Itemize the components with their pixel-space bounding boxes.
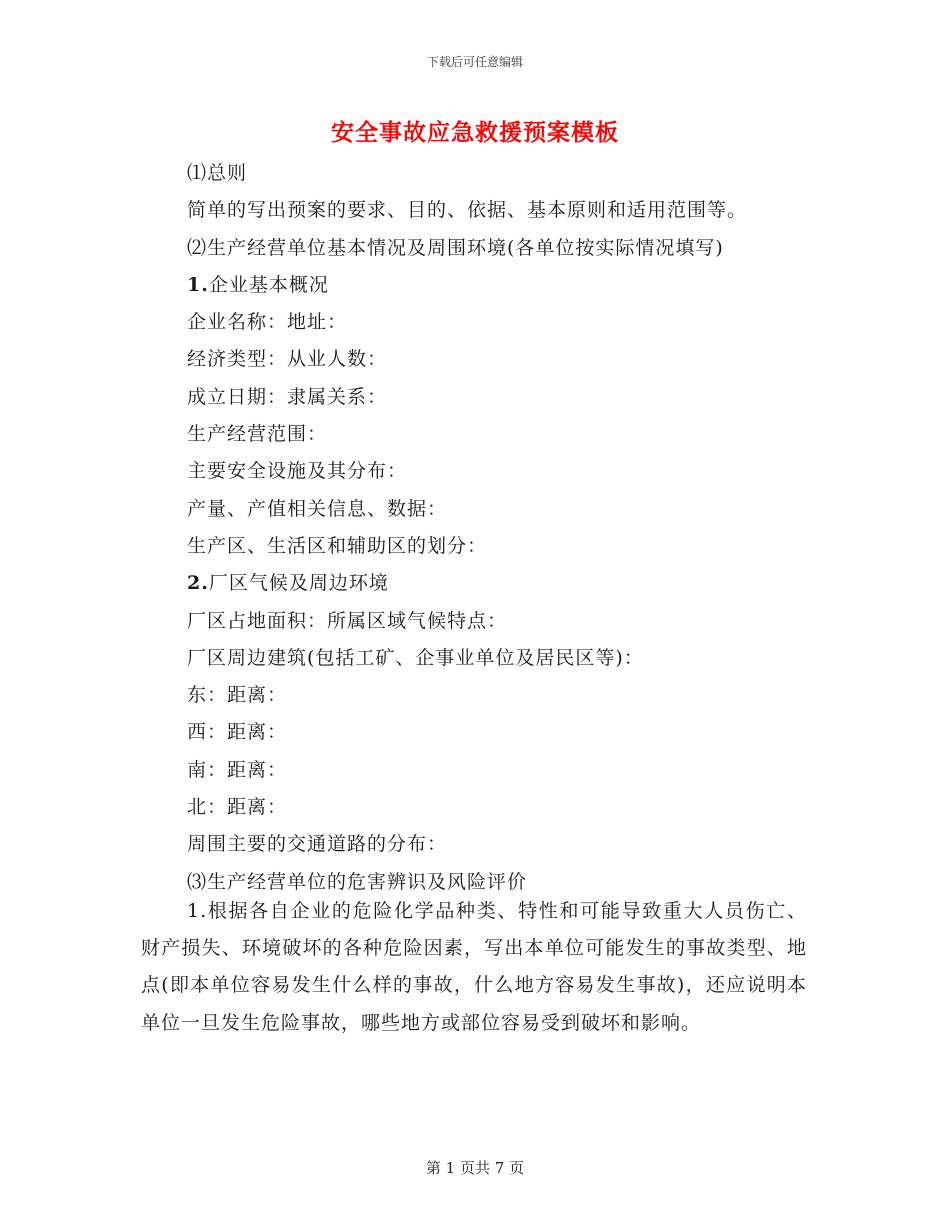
document-body <box>187 155 807 901</box>
subsection-number: 2. <box>187 572 209 595</box>
section-heading-hazard-identification: ⑶生产经营单位的危害辨识及风险评价 <box>187 870 528 893</box>
body-line: 简单的写出预案的要求、目的、依据、基本原则和适用范围等。 <box>187 199 748 222</box>
form-field-west-distance: 西：距离： <box>187 721 288 744</box>
form-field-surrounding-buildings: 厂区周边建筑(包括工矿、企事业单位及居民区等)： <box>187 646 644 669</box>
form-field-south-distance: 南：距离： <box>187 758 288 781</box>
section-heading-general: ⑴总则 <box>187 162 248 184</box>
form-field-site-area: 厂区占地面积：所属区域气候特点： <box>187 609 508 632</box>
form-field-east-distance: 东：距离： <box>187 684 288 707</box>
form-field-safety-facilities: 主要安全设施及其分布： <box>187 460 408 483</box>
form-field-area-division: 生产区、生活区和辅助区的划分： <box>187 534 488 557</box>
form-field-company-name: 企业名称：地址： <box>187 311 348 334</box>
document-title: 安全事故应急救援预案模板 <box>331 119 619 146</box>
form-field-economy-type: 经济类型：从业人数： <box>187 348 388 371</box>
subsection-number: 1. <box>187 273 209 296</box>
form-field-traffic-roads: 周围主要的交通道路的分布： <box>187 833 448 856</box>
subsection-heading-environment: 2.厂区气候及周边环境 <box>187 572 389 595</box>
page-header: 下载后可任意编辑 <box>426 55 523 69</box>
body-paragraph-hazard-factors: 1.根据各自企业的危险化学品种类、特性和可能导致重大人员伤亡、财产损失、环境破坏的各种危险因素，写出本单位可能发生的事故类型、地点(即本单位容易发生什么样的事故，什么地方容易发生事故)，还应说明本单位一旦发生危险事故，哪些地方或部位容易受到破坏和影响。 <box>141 900 807 1034</box>
page-number: 第 1 页共 7 页 <box>425 1159 525 1177</box>
form-field-output-data: 产量、产值相关信息、数据： <box>187 497 448 520</box>
form-field-business-scope: 生产经营范围： <box>187 423 328 446</box>
subsection-heading-overview: 1.企业基本概况 <box>187 273 329 296</box>
form-field-established-date: 成立日期：隶属关系： <box>187 385 388 408</box>
section-heading-basic-info: ⑵生产经营单位基本情况及周围环境(各单位按实际情况填写) <box>187 236 724 259</box>
form-field-north-distance: 北：距离： <box>187 796 288 819</box>
